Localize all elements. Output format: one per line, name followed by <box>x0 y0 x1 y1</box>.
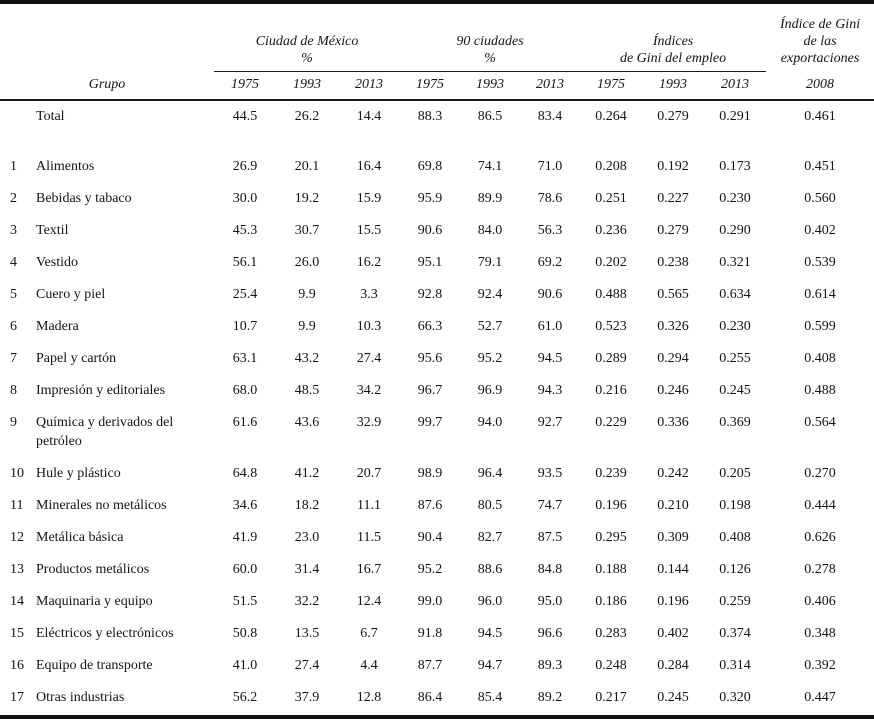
row-number: 8 <box>10 382 17 398</box>
industry-name: Productos metálicos <box>36 561 150 577</box>
value-cell: 30.7 <box>294 222 320 238</box>
industry-name: Alimentos <box>36 158 95 174</box>
table-row <box>0 554 874 586</box>
col-group-gini-empleo <box>580 2 766 71</box>
value-cell: 0.634 <box>719 286 751 302</box>
value-cell: 95.2 <box>477 350 503 366</box>
year-header-90c-1993: 1993 <box>460 71 520 100</box>
value-cell: 34.2 <box>356 382 382 398</box>
value-cell: 0.208 <box>595 158 627 174</box>
value-cell: 94.5 <box>537 350 563 366</box>
value-cell: 0.126 <box>719 561 751 577</box>
row-number: 12 <box>10 529 24 545</box>
table-row <box>0 183 874 215</box>
value-cell: 95.0 <box>537 593 563 609</box>
value-cell: 0.217 <box>595 689 627 705</box>
value-cell: 83.4 <box>537 108 563 124</box>
col-group-gini-exportaciones <box>766 2 874 71</box>
value-cell: 10.7 <box>232 318 258 334</box>
value-cell: 0.321 <box>719 254 751 270</box>
industry-name: Total <box>36 108 65 124</box>
value-cell: 0.320 <box>719 689 751 705</box>
value-cell: 56.2 <box>232 689 258 705</box>
table-row <box>0 586 874 618</box>
value-cell: 0.402 <box>804 222 836 238</box>
year-header-gini-1975: 1975 <box>580 71 642 100</box>
value-cell: 0.230 <box>719 318 751 334</box>
group-title-line: Índices <box>652 33 694 49</box>
value-cell: 99.0 <box>417 593 443 609</box>
value-cell: 20.7 <box>356 465 382 481</box>
value-cell: 0.259 <box>719 593 751 609</box>
table-row <box>0 215 874 247</box>
row-number: 15 <box>10 625 24 641</box>
value-cell: 0.289 <box>595 350 627 366</box>
value-cell: 27.4 <box>294 657 320 673</box>
col-group-ciudad-de-mexico <box>214 2 400 71</box>
value-cell: 9.9 <box>298 286 316 302</box>
value-cell: 94.0 <box>477 414 503 430</box>
year-header-cdmx-2013: 2013 <box>338 71 400 100</box>
row-number: 17 <box>10 689 24 705</box>
value-cell: 3.3 <box>360 286 378 302</box>
value-cell: 69.8 <box>417 158 443 174</box>
value-cell: 93.5 <box>537 465 563 481</box>
value-cell: 0.239 <box>595 465 627 481</box>
row-number: 13 <box>10 561 24 577</box>
value-cell: 43.2 <box>294 350 320 366</box>
value-cell: 92.8 <box>417 286 443 302</box>
value-cell: 0.539 <box>804 254 836 270</box>
year-header-cdmx-1975: 1975 <box>214 71 276 100</box>
value-cell: 96.7 <box>417 382 443 398</box>
value-cell: 45.3 <box>232 222 258 238</box>
value-cell: 0.278 <box>804 561 836 577</box>
value-cell: 0.270 <box>804 465 836 481</box>
row-number: 7 <box>10 350 17 366</box>
value-cell: 0.202 <box>595 254 627 270</box>
value-cell: 95.2 <box>417 561 443 577</box>
value-cell: 98.9 <box>417 465 443 481</box>
value-cell: 96.4 <box>477 465 503 481</box>
value-cell: 43.6 <box>294 414 320 430</box>
value-cell: 61.0 <box>537 318 563 334</box>
value-cell: 0.451 <box>804 158 836 174</box>
value-cell: 0.444 <box>804 497 836 513</box>
group-title-line: Índice de Gini <box>780 17 861 32</box>
value-cell: 11.5 <box>357 529 381 545</box>
table-row <box>0 407 874 458</box>
value-cell: 0.369 <box>719 414 751 430</box>
value-cell: 0.461 <box>804 108 836 124</box>
value-cell: 14.4 <box>356 108 382 124</box>
value-cell: 56.3 <box>537 222 563 238</box>
value-cell: 0.279 <box>657 108 689 124</box>
value-cell: 71.0 <box>537 158 563 174</box>
value-cell: 26.0 <box>294 254 320 270</box>
value-cell: 0.198 <box>719 497 751 513</box>
value-cell: 41.2 <box>294 465 320 481</box>
value-cell: 60.0 <box>232 561 258 577</box>
value-cell: 0.144 <box>657 561 689 577</box>
value-cell: 90.4 <box>417 529 443 545</box>
value-cell: 84.0 <box>477 222 503 238</box>
value-cell: 16.7 <box>356 561 382 577</box>
value-cell: 0.264 <box>595 108 627 124</box>
value-cell: 96.6 <box>537 625 563 641</box>
value-cell: 78.6 <box>537 190 563 206</box>
value-cell: 90.6 <box>537 286 563 302</box>
industry-name: Bebidas y tabaco <box>36 190 132 206</box>
value-cell: 0.242 <box>657 465 689 481</box>
value-cell: 0.173 <box>719 158 751 174</box>
group-title-line: exportaciones <box>780 51 860 66</box>
value-cell: 96.9 <box>477 382 503 398</box>
value-cell: 61.6 <box>232 414 258 430</box>
value-cell: 0.309 <box>657 529 689 545</box>
value-cell: 25.4 <box>232 286 258 302</box>
value-cell: 82.7 <box>477 529 503 545</box>
spacer-row <box>0 133 874 151</box>
value-cell: 32.9 <box>356 414 382 430</box>
table-row <box>0 279 874 311</box>
value-cell: 66.3 <box>417 318 443 334</box>
group-header-empty <box>0 2 214 71</box>
row-number: 6 <box>10 318 17 334</box>
value-cell: 0.192 <box>657 158 689 174</box>
value-cell: 0.406 <box>804 593 836 609</box>
industry-name: Minerales no metálicos <box>36 497 167 513</box>
value-cell: 0.294 <box>657 350 689 366</box>
group-title-line: Ciudad de México <box>255 33 359 49</box>
value-cell: 34.6 <box>232 497 258 513</box>
table-row <box>0 375 874 407</box>
group-title-line: % <box>301 50 313 66</box>
table-row <box>0 682 874 717</box>
industry-name: Metálica básica <box>36 529 124 545</box>
value-cell: 0.283 <box>595 625 627 641</box>
table-row <box>0 151 874 183</box>
value-cell: 89.3 <box>537 657 563 673</box>
value-cell: 10.3 <box>356 318 382 334</box>
value-cell: 0.279 <box>657 222 689 238</box>
value-cell: 20.1 <box>294 158 320 174</box>
value-cell: 32.2 <box>294 593 320 609</box>
industry-name: Impresión y editoriales <box>36 382 166 398</box>
value-cell: 64.8 <box>232 465 258 481</box>
value-cell: 16.2 <box>356 254 382 270</box>
value-cell: 0.236 <box>595 222 627 238</box>
industry-name: Eléctricos y electrónicos <box>36 625 174 641</box>
value-cell: 63.1 <box>232 350 258 366</box>
value-cell: 0.564 <box>804 414 836 430</box>
value-cell: 31.4 <box>294 561 320 577</box>
value-cell: 92.4 <box>477 286 503 302</box>
value-cell: 44.5 <box>232 108 258 124</box>
value-cell: 86.5 <box>477 108 503 124</box>
grupo-column-header: Grupo <box>0 71 214 100</box>
value-cell: 0.227 <box>657 190 689 206</box>
value-cell: 95.9 <box>417 190 443 206</box>
value-cell: 51.5 <box>232 593 258 609</box>
value-cell: 26.2 <box>294 108 320 124</box>
value-cell: 74.1 <box>477 158 503 174</box>
value-cell: 94.3 <box>537 382 563 398</box>
year-header-gini-2013: 2013 <box>704 71 766 100</box>
value-cell: 9.9 <box>298 318 316 334</box>
value-cell: 90.6 <box>417 222 443 238</box>
value-cell: 0.230 <box>719 190 751 206</box>
table-row <box>0 458 874 490</box>
value-cell: 87.5 <box>537 529 563 545</box>
total-row <box>0 100 874 133</box>
value-cell: 96.0 <box>477 593 503 609</box>
value-cell: 0.402 <box>657 625 689 641</box>
industry-name: Química y derivados del petróleo <box>36 414 174 449</box>
row-number: 1 <box>10 158 17 174</box>
value-cell: 12.4 <box>356 593 382 609</box>
table-row <box>0 490 874 522</box>
industry-name: Otras industrias <box>36 689 125 705</box>
value-cell: 4.4 <box>360 657 378 673</box>
value-cell: 79.1 <box>477 254 503 270</box>
year-header-90c-1975: 1975 <box>400 71 460 100</box>
value-cell: 37.9 <box>294 689 320 705</box>
value-cell: 15.9 <box>356 190 382 206</box>
col-group-90-ciudades <box>400 2 580 71</box>
value-cell: 94.5 <box>477 625 503 641</box>
value-cell: 0.614 <box>804 286 836 302</box>
value-cell: 0.374 <box>719 625 751 641</box>
value-cell: 0.229 <box>595 414 627 430</box>
row-number: 10 <box>10 465 24 481</box>
value-cell: 88.3 <box>417 108 443 124</box>
value-cell: 0.255 <box>719 350 751 366</box>
industry-name: Textil <box>36 222 69 238</box>
value-cell: 0.210 <box>657 497 689 513</box>
value-cell: 0.488 <box>804 382 836 398</box>
value-cell: 16.4 <box>356 158 382 174</box>
value-cell: 0.188 <box>595 561 627 577</box>
year-header-cdmx-1993: 1993 <box>276 71 338 100</box>
value-cell: 88.6 <box>477 561 503 577</box>
value-cell: 95.1 <box>417 254 443 270</box>
value-cell: 0.205 <box>719 465 751 481</box>
value-cell: 12.8 <box>356 689 382 705</box>
value-cell: 0.295 <box>595 529 627 545</box>
value-cell: 6.7 <box>360 625 378 641</box>
value-cell: 13.5 <box>294 625 320 641</box>
value-cell: 85.4 <box>477 689 503 705</box>
value-cell: 0.290 <box>719 222 751 238</box>
industry-name: Papel y cartón <box>36 350 117 366</box>
table-row <box>0 522 874 554</box>
spacer-cell <box>0 133 874 151</box>
value-cell: 0.488 <box>595 286 627 302</box>
value-cell: 52.7 <box>477 318 503 334</box>
value-cell: 91.8 <box>417 625 443 641</box>
value-cell: 0.216 <box>595 382 627 398</box>
value-cell: 89.9 <box>477 190 503 206</box>
value-cell: 0.248 <box>595 657 627 673</box>
value-cell: 0.238 <box>657 254 689 270</box>
value-cell: 0.326 <box>657 318 689 334</box>
value-cell: 80.5 <box>477 497 503 513</box>
value-cell: 0.565 <box>657 286 689 302</box>
row-number: 16 <box>10 657 24 673</box>
row-number: 3 <box>10 222 17 238</box>
value-cell: 30.0 <box>232 190 258 206</box>
row-number: 2 <box>10 190 17 206</box>
value-cell: 0.408 <box>719 529 751 545</box>
industry-name: Maquinaria y equipo <box>36 593 153 609</box>
value-cell: 50.8 <box>232 625 258 641</box>
value-cell: 0.196 <box>657 593 689 609</box>
value-cell: 74.7 <box>537 497 563 513</box>
value-cell: 27.4 <box>356 350 382 366</box>
industry-name: Equipo de transporte <box>36 657 153 673</box>
year-header-gini-1993: 1993 <box>642 71 704 100</box>
years-header-row <box>0 71 874 100</box>
value-cell: 15.5 <box>356 222 382 238</box>
value-cell: 87.6 <box>417 497 443 513</box>
year-header-exportaciones-2008: 2008 <box>766 71 874 100</box>
industry-name: Madera <box>36 318 79 334</box>
row-number: 4 <box>10 254 17 270</box>
value-cell: 94.7 <box>477 657 503 673</box>
value-cell: 19.2 <box>294 190 320 206</box>
table-row <box>0 650 874 682</box>
value-cell: 69.2 <box>537 254 563 270</box>
value-cell: 0.314 <box>719 657 751 673</box>
table-body <box>0 100 874 717</box>
value-cell: 0.447 <box>804 689 836 705</box>
value-cell: 95.6 <box>417 350 443 366</box>
group-title-line: % <box>484 50 496 66</box>
industry-name: Hule y plástico <box>36 465 121 481</box>
value-cell: 0.392 <box>804 657 836 673</box>
industry-name: Cuero y piel <box>36 286 106 302</box>
value-cell: 0.245 <box>657 689 689 705</box>
value-cell: 18.2 <box>294 497 320 513</box>
group-header-row <box>0 2 874 71</box>
group-title-line: 90 ciudades <box>456 33 524 49</box>
year-header-90c-2013: 2013 <box>520 71 580 100</box>
value-cell: 41.9 <box>232 529 258 545</box>
value-cell: 84.8 <box>537 561 563 577</box>
value-cell: 0.626 <box>804 529 836 545</box>
group-title-line: de Gini del empleo <box>619 50 727 66</box>
table-header <box>0 2 874 100</box>
value-cell: 0.336 <box>657 414 689 430</box>
value-cell: 26.9 <box>232 158 258 174</box>
value-cell: 92.7 <box>537 414 563 430</box>
row-number <box>0 100 34 133</box>
value-cell: 0.186 <box>595 593 627 609</box>
value-cell: 41.0 <box>232 657 258 673</box>
value-cell: 56.1 <box>232 254 258 270</box>
table-row <box>0 247 874 279</box>
table-row <box>0 311 874 343</box>
value-cell: 0.196 <box>595 497 627 513</box>
value-cell: 99.7 <box>417 414 443 430</box>
value-cell: 11.1 <box>357 497 381 513</box>
value-cell: 89.2 <box>537 689 563 705</box>
row-number: 11 <box>10 497 24 513</box>
row-number: 5 <box>10 286 17 302</box>
value-cell: 0.523 <box>595 318 627 334</box>
table-row <box>0 618 874 650</box>
value-cell: 0.291 <box>719 108 751 124</box>
value-cell: 86.4 <box>417 689 443 705</box>
value-cell: 0.348 <box>804 625 836 641</box>
row-number: 14 <box>10 593 24 609</box>
value-cell: 0.246 <box>657 382 689 398</box>
value-cell: 87.7 <box>417 657 443 673</box>
industry-name: Vestido <box>36 254 78 270</box>
row-number: 9 <box>10 414 17 430</box>
value-cell: 68.0 <box>232 382 258 398</box>
value-cell: 0.560 <box>804 190 836 206</box>
value-cell: 0.284 <box>657 657 689 673</box>
value-cell: 48.5 <box>294 382 320 398</box>
table-row <box>0 343 874 375</box>
value-cell: 0.408 <box>804 350 836 366</box>
value-cell: 0.599 <box>804 318 836 334</box>
value-cell: 23.0 <box>294 529 320 545</box>
value-cell: 0.251 <box>595 190 627 206</box>
group-title-line: de las <box>803 34 837 49</box>
value-cell: 0.245 <box>719 382 751 398</box>
